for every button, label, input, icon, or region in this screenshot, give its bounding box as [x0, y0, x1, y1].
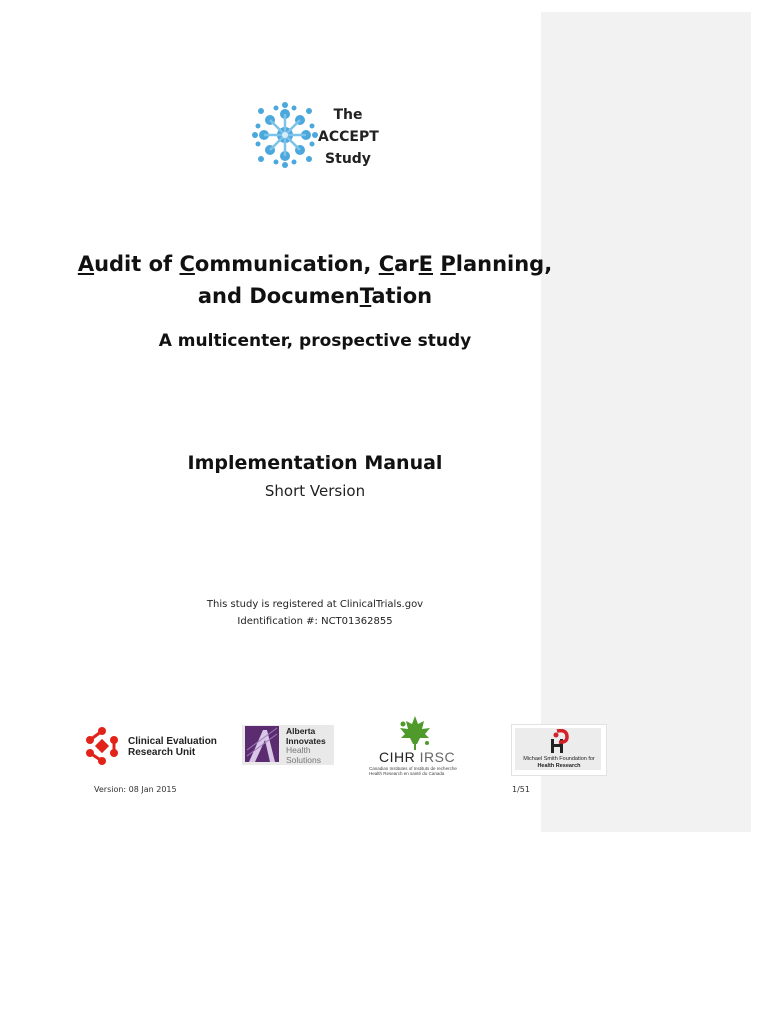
aihs-text: [286, 727, 326, 765]
aihs-line-1: Alberta: [286, 726, 316, 736]
aihs-line-4: Solutions: [286, 754, 321, 765]
cleru-text: [128, 736, 217, 758]
title-part: udit of: [94, 252, 180, 276]
manual-subtitle: Short Version: [264, 482, 366, 500]
maple-leaf-icon: [395, 716, 435, 750]
aihs-line-3: Health: [286, 745, 311, 755]
title-part: T: [359, 284, 372, 308]
manual-title: Implementation Manual: [187, 452, 443, 474]
aihs-logo: [242, 725, 334, 765]
logo-line-1: The: [333, 107, 363, 123]
msfhr-line-1: Michael Smith Foundation for: [523, 756, 595, 762]
title-part: C: [179, 252, 195, 276]
cihr-fine-2: Health Research: [369, 771, 403, 776]
cihr-fine-print: [369, 766, 461, 776]
accept-study-logo: [252, 102, 382, 174]
accept-logo-text: [318, 104, 378, 170]
side-panel: [541, 12, 751, 832]
irsc-text: IRSC: [419, 749, 456, 765]
registration-line-1: This study is registered at ClinicalTrials.gov: [206, 599, 424, 610]
cleru-line-2: Research Unit: [128, 747, 196, 758]
msfhr-emblem-icon: [543, 729, 573, 755]
cihr-wordmark: [379, 749, 455, 765]
registration-info: [60, 596, 570, 630]
cleru-line-1: Clinical Evaluation: [128, 736, 217, 747]
molecule-icon: [252, 102, 318, 168]
aihs-line-2: Innovates: [286, 735, 326, 746]
cihr-logo: [367, 716, 463, 776]
msfhr-text: [517, 756, 601, 769]
cleru-logo: [82, 726, 222, 766]
cihr-fine-4: en santé du Canada: [403, 771, 445, 776]
title-part: ar: [394, 252, 419, 276]
logo-line-2: ACCEPT: [318, 129, 379, 145]
title-part: C: [378, 252, 395, 276]
title-part: ation: [371, 284, 433, 308]
cleru-emblem-icon: [82, 726, 122, 766]
footer-version: Version: 08 Jan 2015: [94, 785, 177, 794]
title-part: E: [418, 252, 434, 276]
title-part: P: [440, 252, 456, 276]
logo-line-3: Study: [325, 151, 371, 167]
cihr-text: CIHR: [379, 749, 416, 765]
title-line-2: [60, 280, 570, 312]
cihr-fine-3: Instituts de recherche: [413, 766, 457, 771]
cihr-fine-1: Canadian Institutes of: [369, 766, 413, 771]
registration-line-2: Identification #: NCT01362855: [237, 616, 393, 627]
title-part: lanning,: [455, 252, 553, 276]
msfhr-inner: [515, 728, 601, 770]
title-part: and Documen: [197, 284, 360, 308]
title-line-1: [60, 248, 570, 280]
aihs-emblem-icon: [245, 726, 285, 764]
document-title: [60, 248, 570, 312]
title-part: ommunication,: [194, 252, 379, 276]
document-subtitle: A multicenter, prospective study: [158, 331, 472, 351]
title-part: A: [77, 252, 95, 276]
msfhr-line-2: Health Research: [537, 762, 581, 769]
msfhr-logo: [511, 724, 607, 776]
footer-page-number: 1/51: [512, 785, 530, 794]
